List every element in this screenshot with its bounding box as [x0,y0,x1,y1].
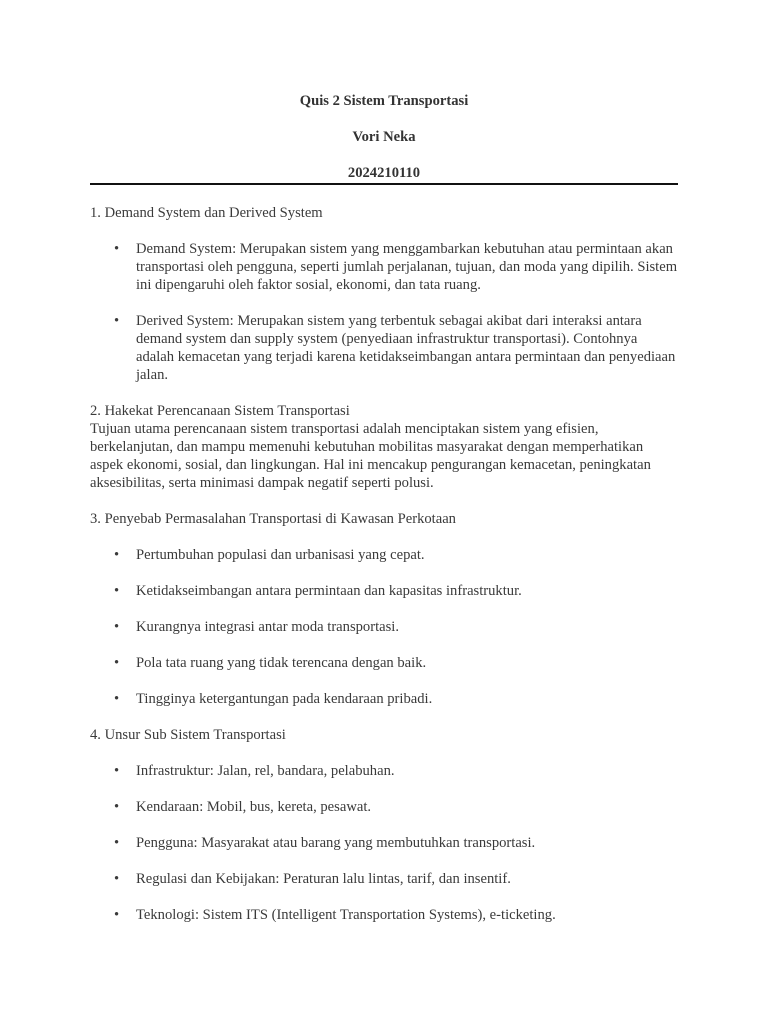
bullet-list [90,546,678,708]
bullet-icon: • [114,799,120,815]
list-item [90,312,678,384]
bullet-icon: • [114,655,120,671]
list-item-text: Infrastruktur: Jalan, rel, bandara, pelabuhan. [136,763,395,779]
bullet-icon: • [114,241,120,257]
bullet-icon: • [114,763,120,779]
author-name: Vori Neka [352,129,416,145]
list-item [90,690,678,708]
section-heading: 3. Penyebab Permasalahan Transportasi di Kawasan Perkotaan [90,511,456,527]
list-item-text: Kurangnya integrasi antar moda transportasi. [136,619,400,635]
section-hakekat [90,402,678,492]
list-item [90,240,678,294]
bullet-icon: • [114,547,120,563]
list-item-text: Pengguna: Masyarakat atau barang yang membutuhkan transportasi. [136,835,536,851]
bullet-list [90,240,678,384]
list-item [90,654,678,672]
header-divider [90,183,678,185]
list-item-text: Kendaraan: Mobil, bus, kereta, pesawat. [136,799,372,815]
bullet-icon: • [114,691,120,707]
list-item-text: Regulasi dan Kebijakan: Peraturan lalu lintas, tarif, dan insentif. [136,871,511,887]
bullet-list [90,762,678,924]
section-heading: 2. Hakekat Perencanaan Sistem Transportasi [90,403,350,419]
bullet-icon: • [114,313,120,329]
section-unsur [90,726,678,924]
list-item [90,906,678,924]
list-item [90,618,678,636]
list-item [90,798,678,816]
student-id: 2024210110 [347,165,421,181]
list-item [90,834,678,852]
list-item-text: Tingginya ketergantungan pada kendaraan pribadi. [136,691,433,707]
section-heading: 1. Demand System dan Derived System [90,205,323,221]
bullet-icon: • [114,871,120,887]
bullet-icon: • [114,907,120,923]
list-item-text: Teknologi: Sistem ITS (Intelligent Transportation Systems), e-ticketing. [136,907,556,923]
list-item-text: Demand System: Merupakan sistem yang menggambarkan kebutuhan atau permintaan akan transportasi oleh pengguna, seperti jumlah perjalanan, tujuan, dan moda yang dipilih. Sistem ini dipengaruhi oleh faktor sosial, ekonomi, dan tata ruang. [136,241,678,293]
list-item-text: Ketidakseimbangan antara permintaan dan kapasitas infrastruktur. [136,583,522,599]
bullet-icon: • [114,835,120,851]
document-title: Quis 2 Sistem Transportasi [299,93,469,109]
list-item [90,582,678,600]
list-item [90,546,678,564]
section-penyebab [90,510,678,708]
list-item-text: Pola tata ruang yang tidak terencana dengan baik. [136,655,427,671]
list-item [90,870,678,888]
section-demand-derived [90,204,678,384]
bullet-icon: • [114,583,120,599]
list-item-text: Derived System: Merupakan sistem yang terbentuk sebagai akibat dari interaksi antara demand system dan supply system (penyediaan infrastruktur transportasi). Contohnya adalah kemacetan yang terjadi karena ketidakseimbangan antara permintaan dan penyediaan jalan. [136,313,676,383]
section-paragraph: Tujuan utama perencanaan sistem transportasi adalah menciptakan sistem yang efisien, berkelanjutan, dan mampu memenuhi kebutuhan mobilitas masyarakat dengan memperhatikan aspek ekonomi, sosial, dan lingkungan. Hal ini mencakup pengurangan kemacetan, peningkatan aksesibilitas, serta minimasi dampak negatif seperti polusi. [90,421,651,491]
spacer [90,492,678,510]
document-body [90,204,678,942]
section-heading: 4. Unsur Sub Sistem Transportasi [90,727,286,743]
bullet-icon: • [114,619,120,635]
list-item [90,762,678,780]
list-item-text: Pertumbuhan populasi dan urbanisasi yang cepat. [136,547,425,563]
